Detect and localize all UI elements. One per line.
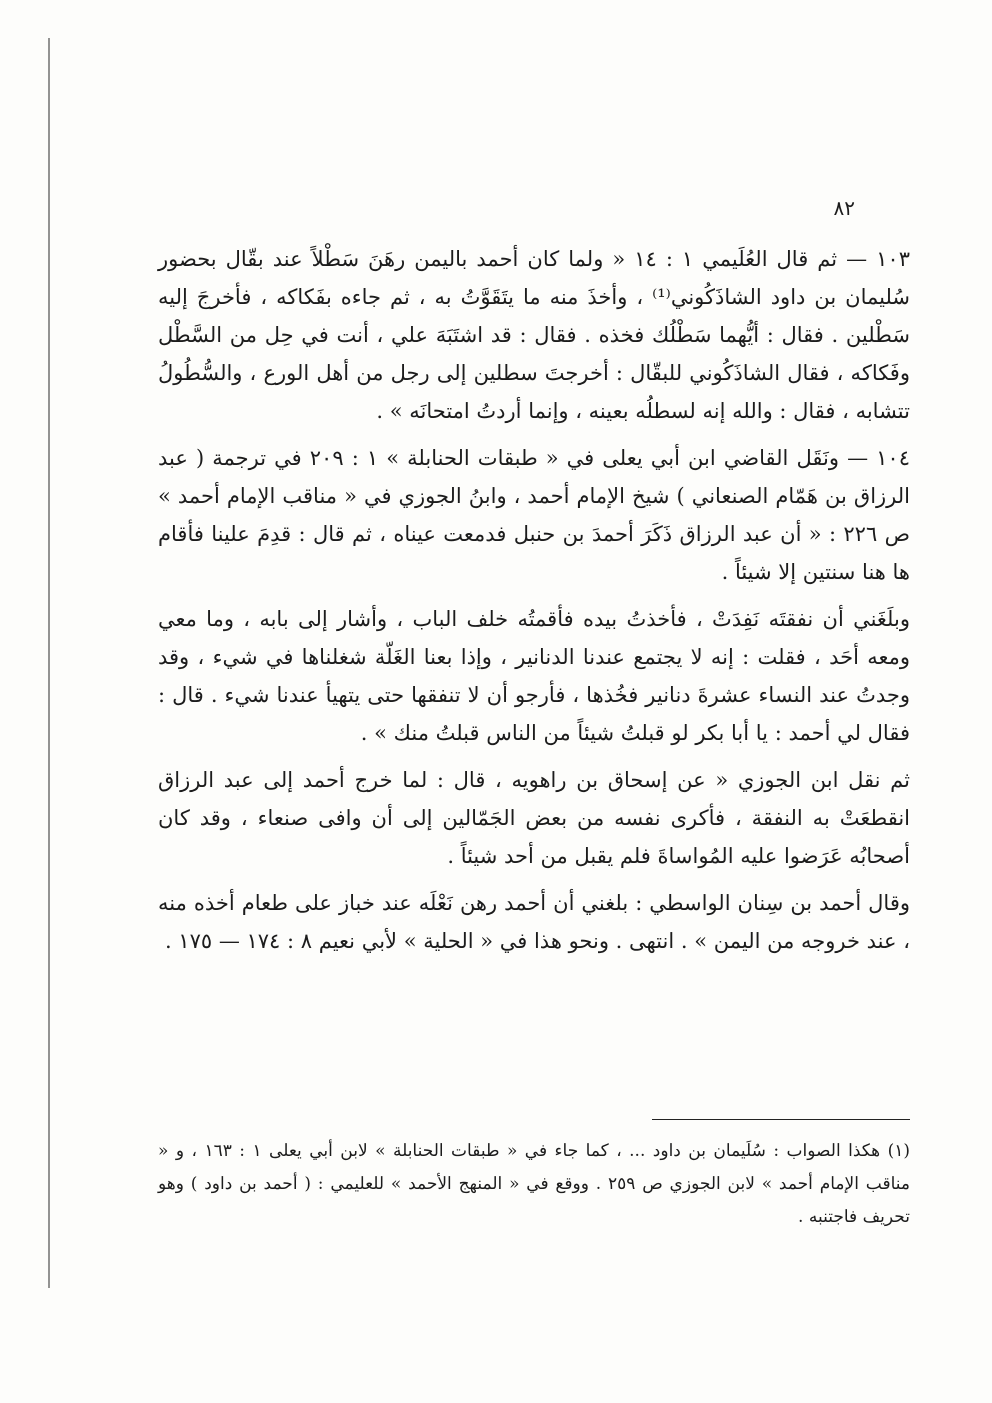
paragraph-ibn-al-jawzi: ثم نقل ابن الجوزي « عن إسحاق بن راهويه ، قال : لما خرج أحمد إلى عبد الرزاق انقطعَتْ به النفقة ، فأكرى نفسه من بعض الجَمّالين إلى أن وافى صنعاء ، وقد كان أصحابُه عَرَضوا عليه المُواساةَ فلم يقبل من أحد شيئاً . [158, 768, 910, 868]
paragraph-104: ١٠٤ — ونَقَل القاضي ابن أبي يعلى في « طبقات الحنابلة » ١ : ٢٠٩ في ترجمة ( عبد الرزاق بن هَمّام الصنعاني ) شيخ الإمام أحمد ، وابنُ الجوزي في « مناقب الإمام أحمد » ص ٢٢٦ : « أن عبد الرزاق ذَكَرَ أحمدَ بن حنبل فدمعت عيناه ، ثم قال : قدِمَ علينا فأقام ها هنا سنتين إلا شيئاً . [158, 446, 910, 584]
paragraph-104-continued: وبلَغَني أن نفقتَه نَفِدَتْ ، فأخذتُ بيده فأقمتُه خلف الباب ، وأشار إلى بابه ، وما معي ومعه أحَد ، فقلت : إنه لا يجتمع عندنا الدنانير ، وإذا بعنا الغَلّة شغلناها في شيء ، وقد وجدتُ عند النساء عشرةَ دنانير فخُذها ، فأرجو أن لا تنفقها حتى يتهيأ عندنا شيء . قال : فقال لي أحمد : يا أبا بكر لو قبلتُ شيئاً من الناس قبلتُ منك » . [158, 607, 910, 745]
scan-edge-line [48, 38, 50, 1288]
footnote-divider [652, 1119, 910, 1120]
footnote-1: (١) هكذا الصواب : سُلَيمان بن داود ... ، كما جاء في « طبقات الحنابلة » لابن أبي يعلى ١ : ١٦٣ ، و « مناقب الإمام أحمد » لابن الجوزي ص ٢٥٩ . ووقع في « المنهج الأحمد » للعليمي : ( أحمد بن داود ) وهو تحريف فاجتنبه . [158, 1141, 910, 1227]
main-text [158, 240, 910, 960]
paragraph-al-wasiti: وقال أحمد بن سِنان الواسطي : بلغني أن أحمد رهن نَعْلَه عند خباز على طعام أخذه منه ، عند خروجه من اليمن » . انتهى . ونحو هذا في « الحلية » لأبي نعيم ٨ : ١٧٤ — ١٧٥ . [158, 891, 910, 953]
paragraph-103: ١٠٣ — ثم قال العُلَيمي ١ : ١٤ « ولما كان أحمد باليمن رهَنَ سَطْلاً عند بقّال بحضور سُليمان بن داود الشاذَكُوني⁽¹⁾ ، وأخذَ منه ما يتَقَوَّتُ به ، ثم جاءه بفَكاكه ، فأخرجَ إليه سَطْلين . فقال : أيُّهما سَطْلُك فخذه . فقال : قد اشتَبَهَ علي ، أنت في حِل من السَّطْل وفَكاكه ، فقال الشاذَكُوني للبقّال : أخرجتَ سطلين إلى رجل من أهل الورع ، والسُّطُولُ تتشابه ، فقال : والله إنه لسطلُه بعينه ، وإنما أردتُ امتحانَه » . [158, 247, 910, 423]
footnote [158, 1135, 910, 1234]
page-number: ٨٢ [833, 196, 855, 220]
